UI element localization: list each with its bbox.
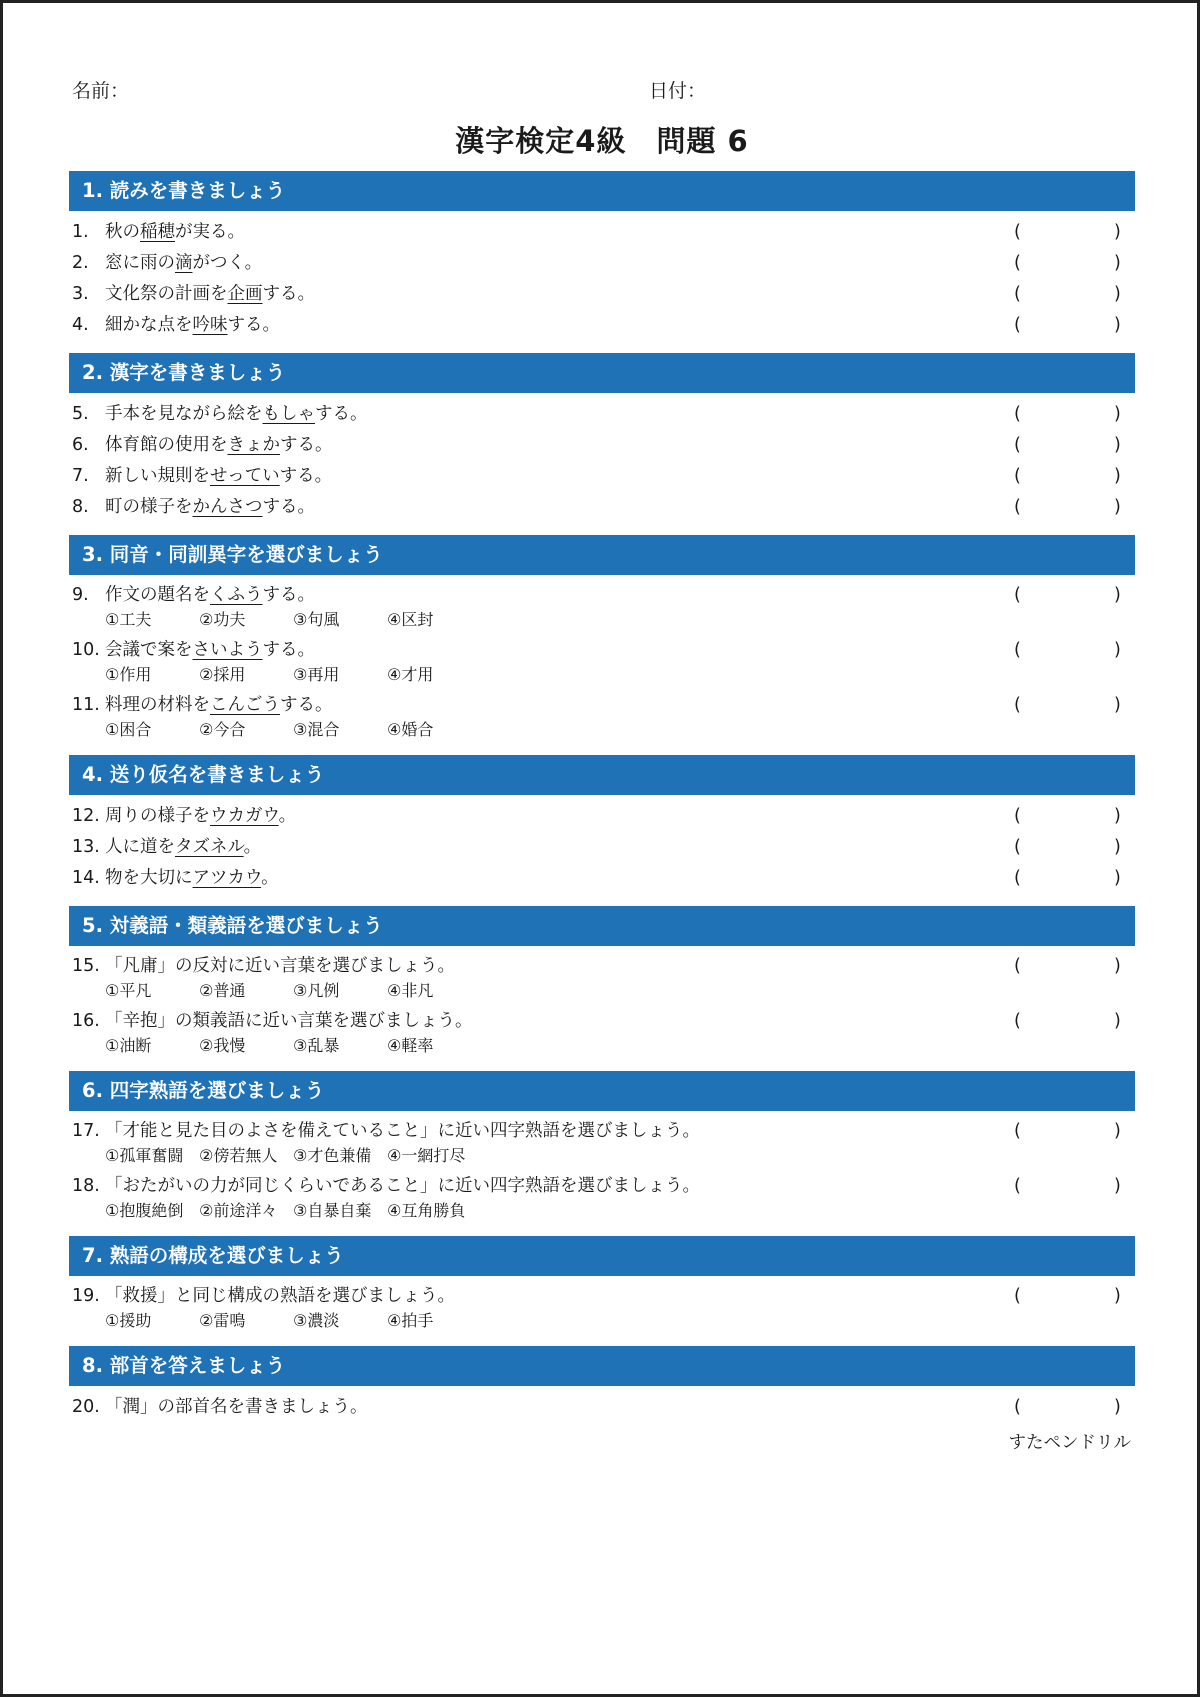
question-text-post: がつく。 bbox=[192, 253, 263, 273]
question-text-post: 。 bbox=[243, 837, 262, 857]
answer-paren-close[interactable]: ) bbox=[1114, 868, 1121, 888]
choice-option: ④才用 bbox=[387, 665, 434, 684]
question-row bbox=[69, 1392, 1135, 1423]
section-header: 1. 読みを書きましょう bbox=[69, 171, 1135, 211]
answer-paren-open[interactable]: ( bbox=[1014, 253, 1021, 273]
answer-paren-close[interactable]: ) bbox=[1114, 640, 1121, 660]
answer-paren-close[interactable]: ) bbox=[1114, 585, 1121, 605]
choice-option: ①孤軍奮闘 bbox=[105, 1146, 184, 1165]
question-row bbox=[69, 1117, 1135, 1145]
question-text-post: する。 bbox=[262, 284, 315, 304]
question-row bbox=[69, 691, 1135, 719]
question-number: 10. bbox=[72, 640, 100, 660]
answer-paren-open[interactable]: ( bbox=[1014, 868, 1021, 888]
underlined-target: 滴 bbox=[175, 253, 193, 273]
question-text-pre: 新しい規則を bbox=[105, 466, 210, 486]
question-number: 12. bbox=[72, 806, 100, 826]
question-text-post: する。 bbox=[315, 404, 368, 424]
question-text-pre: 「潤」の部首名を書きましょう。 bbox=[105, 1397, 368, 1417]
question-number: 15. bbox=[72, 956, 100, 976]
question-row bbox=[69, 952, 1135, 980]
choice-option: ③乱暴 bbox=[293, 1036, 340, 1055]
question-number: 1. bbox=[72, 222, 89, 242]
question-text bbox=[105, 430, 333, 461]
question-text bbox=[105, 801, 296, 832]
question-number: 11. bbox=[72, 695, 100, 715]
question-row bbox=[69, 399, 1135, 430]
answer-paren-open[interactable]: ( bbox=[1014, 315, 1021, 335]
choice-option: ③混合 bbox=[293, 720, 340, 739]
question-text-pre: 人に道を bbox=[105, 837, 175, 857]
question-text-post: する。 bbox=[280, 695, 333, 715]
question-number: 20. bbox=[72, 1397, 100, 1417]
choice-list bbox=[69, 1145, 1135, 1169]
question-row bbox=[69, 217, 1135, 248]
underlined-target: 吟味 bbox=[192, 315, 228, 335]
question-row bbox=[69, 1172, 1135, 1200]
underlined-target: 稲穂 bbox=[140, 222, 175, 242]
question-text-pre: 料理の材料を bbox=[105, 695, 210, 715]
question-text-post: する。 bbox=[262, 640, 315, 660]
question-text-post: 。 bbox=[278, 806, 297, 826]
choice-option: ③濃淡 bbox=[293, 1311, 340, 1330]
question-text bbox=[105, 248, 262, 279]
answer-paren-open[interactable]: ( bbox=[1014, 1011, 1021, 1031]
answer-paren-open[interactable]: ( bbox=[1014, 956, 1021, 976]
section-header: 3. 同音・同訓異字を選びましょう bbox=[69, 535, 1135, 575]
question-number: 14. bbox=[72, 868, 100, 888]
choice-option: ③再用 bbox=[293, 665, 340, 684]
question-row bbox=[69, 1282, 1135, 1310]
question-text bbox=[105, 952, 455, 980]
answer-paren-open[interactable]: ( bbox=[1014, 497, 1021, 517]
question-number: 19. bbox=[72, 1286, 100, 1306]
choice-list bbox=[69, 609, 1135, 633]
answer-paren-close[interactable]: ) bbox=[1114, 1176, 1121, 1196]
section-header: 2. 漢字を書きましょう bbox=[69, 353, 1135, 393]
question-number: 9. bbox=[72, 585, 89, 605]
answer-paren-close[interactable]: ) bbox=[1114, 695, 1121, 715]
question-text bbox=[105, 832, 261, 863]
answer-paren-open[interactable]: ( bbox=[1014, 1121, 1021, 1141]
question-row bbox=[69, 310, 1135, 341]
section-3 bbox=[69, 535, 1135, 743]
question-text-post: 。 bbox=[261, 868, 279, 888]
section-1 bbox=[69, 171, 1135, 341]
question-row bbox=[69, 832, 1135, 863]
underlined-target: こんごう bbox=[210, 695, 280, 715]
question-text bbox=[105, 1172, 700, 1200]
answer-paren-close[interactable]: ) bbox=[1114, 837, 1121, 857]
question-text bbox=[105, 691, 333, 719]
question-number: 13. bbox=[72, 837, 100, 857]
date-label: 日付： bbox=[649, 80, 707, 102]
question-text-pre: 細かな点を bbox=[105, 315, 193, 335]
section-7 bbox=[69, 1236, 1135, 1334]
section-header: 7. 熟語の構成を選びましょう bbox=[69, 1236, 1135, 1276]
choice-option: ①工夫 bbox=[105, 610, 152, 629]
question-number: 2. bbox=[72, 253, 89, 273]
question-text-pre: 体育館の使用を bbox=[105, 435, 228, 455]
underlined-target: くふう bbox=[210, 585, 263, 605]
question-text bbox=[105, 1282, 455, 1310]
question-row bbox=[69, 279, 1135, 310]
choice-option: ①油断 bbox=[105, 1036, 152, 1055]
underlined-target: ウカガウ bbox=[210, 806, 279, 826]
sections-container bbox=[69, 171, 1135, 1435]
question-text-post: する。 bbox=[279, 466, 333, 486]
choice-option: ④一網打尽 bbox=[387, 1146, 466, 1165]
answer-paren-close[interactable]: ) bbox=[1114, 222, 1121, 242]
question-row bbox=[69, 581, 1135, 609]
choice-option: ④区封 bbox=[387, 610, 434, 629]
section-4 bbox=[69, 755, 1135, 894]
answer-paren-open[interactable]: ( bbox=[1014, 435, 1021, 455]
choice-option: ①作用 bbox=[105, 665, 152, 684]
question-number: 8. bbox=[72, 497, 89, 517]
header-row bbox=[69, 3, 1135, 113]
answer-paren-open[interactable]: ( bbox=[1014, 222, 1021, 242]
section-6 bbox=[69, 1071, 1135, 1224]
choice-option: ③自暴自棄 bbox=[293, 1201, 372, 1220]
underlined-target: タズネル bbox=[175, 837, 244, 857]
section-2 bbox=[69, 353, 1135, 523]
choice-option: ②普通 bbox=[199, 981, 246, 1000]
choice-list bbox=[69, 1035, 1135, 1059]
choice-option: ④非凡 bbox=[387, 981, 434, 1000]
question-text-pre: 手本を見ながら絵を bbox=[105, 404, 263, 424]
section-header: 6. 四字熟語を選びましょう bbox=[69, 1071, 1135, 1111]
choice-option: ④拍手 bbox=[387, 1311, 434, 1330]
answer-paren-open[interactable]: ( bbox=[1014, 837, 1021, 857]
worksheet-title: 漢字検定4級 問題 6 bbox=[455, 124, 749, 158]
choice-option: ④互角勝負 bbox=[387, 1201, 466, 1220]
question-text bbox=[105, 217, 245, 248]
answer-paren-open[interactable]: ( bbox=[1014, 1176, 1021, 1196]
question-text-pre: 会議で案を bbox=[105, 640, 193, 660]
question-text-pre: 文化祭の計画を bbox=[105, 284, 228, 304]
choice-option: ②雷鳴 bbox=[199, 1311, 246, 1330]
question-text-pre: 作文の題名を bbox=[105, 585, 210, 605]
question-text-pre: 「才能と見た目のよさを備えていること」に近い四字熟語を選びましょう。 bbox=[105, 1121, 700, 1141]
question-text bbox=[105, 636, 315, 664]
answer-paren-close[interactable]: ) bbox=[1114, 1011, 1121, 1031]
question-text bbox=[105, 492, 315, 523]
answer-paren-close[interactable]: ) bbox=[1114, 497, 1121, 517]
answer-paren-close[interactable]: ) bbox=[1114, 435, 1121, 455]
choice-option: ①困合 bbox=[105, 720, 152, 739]
answer-paren-close[interactable]: ) bbox=[1114, 1286, 1121, 1306]
choice-list bbox=[69, 980, 1135, 1004]
choice-option: ②功夫 bbox=[199, 610, 246, 629]
answer-paren-open[interactable]: ( bbox=[1014, 1397, 1021, 1417]
question-text bbox=[105, 279, 315, 310]
underlined-target: もしゃ bbox=[262, 404, 315, 424]
section-5 bbox=[69, 906, 1135, 1059]
choice-option: ③句風 bbox=[293, 610, 340, 629]
question-text-pre: 周りの様子を bbox=[105, 806, 210, 826]
choice-option: ④軽率 bbox=[387, 1036, 434, 1055]
question-text-pre: 窓に雨の bbox=[105, 253, 175, 273]
question-text bbox=[105, 399, 368, 430]
question-number: 6. bbox=[72, 435, 89, 455]
answer-paren-close[interactable]: ) bbox=[1114, 315, 1121, 335]
question-number: 16. bbox=[72, 1011, 100, 1031]
question-text bbox=[105, 581, 315, 609]
choice-list bbox=[69, 1200, 1135, 1224]
question-row bbox=[69, 636, 1135, 664]
choice-list bbox=[69, 719, 1135, 743]
question-row bbox=[69, 430, 1135, 461]
section-header: 5. 対義語・類義語を選びましょう bbox=[69, 906, 1135, 946]
answer-paren-close[interactable]: ) bbox=[1114, 806, 1121, 826]
question-row bbox=[69, 492, 1135, 523]
answer-paren-close[interactable]: ) bbox=[1114, 466, 1121, 486]
question-text-pre: 「おたがいの力が同じくらいであること」に近い四字熟語を選びましょう。 bbox=[105, 1176, 700, 1196]
choice-option: ①抱腹絶倒 bbox=[105, 1201, 184, 1220]
answer-paren-close[interactable]: ) bbox=[1114, 284, 1121, 304]
answer-paren-open[interactable]: ( bbox=[1014, 466, 1021, 486]
question-text-pre: 「凡庸」の反対に近い言葉を選びましょう。 bbox=[105, 956, 455, 976]
answer-paren-close[interactable]: ) bbox=[1114, 1121, 1121, 1141]
question-text bbox=[105, 461, 332, 492]
choice-option: ②採用 bbox=[199, 665, 246, 684]
section-header: 8. 部首を答えましょう bbox=[69, 1346, 1135, 1386]
section-8 bbox=[69, 1346, 1135, 1423]
question-text-post: する。 bbox=[262, 497, 315, 517]
question-text-pre: 町の様子を bbox=[105, 497, 193, 517]
answer-paren-open[interactable]: ( bbox=[1014, 404, 1021, 424]
answer-paren-open[interactable]: ( bbox=[1014, 806, 1021, 826]
choice-list bbox=[69, 1310, 1135, 1334]
question-text-pre: 秋の bbox=[105, 222, 140, 242]
question-row bbox=[69, 461, 1135, 492]
question-row bbox=[69, 248, 1135, 279]
choice-option: ②傍若無人 bbox=[199, 1146, 278, 1165]
question-row bbox=[69, 801, 1135, 832]
choice-option: ②我慢 bbox=[199, 1036, 246, 1055]
name-label: 名前： bbox=[72, 80, 130, 102]
question-text bbox=[105, 863, 279, 894]
question-text-pre: 物を大切に bbox=[105, 868, 193, 888]
question-row bbox=[69, 863, 1135, 894]
choice-option: ③凡例 bbox=[293, 981, 340, 1000]
underlined-target: かんさつ bbox=[192, 497, 263, 517]
question-number: 7. bbox=[72, 466, 89, 486]
question-number: 17. bbox=[72, 1121, 100, 1141]
question-text bbox=[105, 1007, 473, 1035]
answer-paren-open[interactable]: ( bbox=[1014, 695, 1021, 715]
choice-option: ②今合 bbox=[199, 720, 246, 739]
underlined-target: きょか bbox=[227, 435, 280, 455]
question-text-pre: 「辛抱」の類義語に近い言葉を選びましょう。 bbox=[105, 1011, 473, 1031]
answer-paren-open[interactable]: ( bbox=[1014, 585, 1021, 605]
choice-option: ①平凡 bbox=[105, 981, 152, 1000]
question-text-post: する。 bbox=[280, 435, 333, 455]
underlined-target: 企画 bbox=[227, 284, 263, 304]
choice-option: ③才色兼備 bbox=[293, 1146, 372, 1165]
footer-brand: すたペンドリル bbox=[1008, 1433, 1131, 1453]
question-row bbox=[69, 1007, 1135, 1035]
question-number: 4. bbox=[72, 315, 89, 335]
underlined-target: アツカウ bbox=[192, 868, 262, 888]
question-text bbox=[105, 310, 280, 341]
question-text-pre: 「救援」と同じ構成の熟語を選びましょう。 bbox=[105, 1286, 455, 1306]
answer-paren-open[interactable]: ( bbox=[1014, 640, 1021, 660]
choice-option: ②前途洋々 bbox=[199, 1201, 278, 1220]
choice-option: ①援助 bbox=[105, 1311, 152, 1330]
answer-paren-open[interactable]: ( bbox=[1014, 284, 1021, 304]
question-text-post: する。 bbox=[262, 585, 315, 605]
answer-paren-close[interactable]: ) bbox=[1114, 404, 1121, 424]
worksheet-content bbox=[69, 3, 1135, 1417]
question-text bbox=[105, 1392, 368, 1423]
choice-option: ④婚合 bbox=[387, 720, 434, 739]
question-text-post: する。 bbox=[227, 315, 280, 335]
question-number: 5. bbox=[72, 404, 89, 424]
choice-list bbox=[69, 664, 1135, 688]
answer-paren-close[interactable]: ) bbox=[1114, 1397, 1121, 1417]
question-text bbox=[105, 1117, 700, 1145]
question-number: 18. bbox=[72, 1176, 100, 1196]
question-text-post: が実る。 bbox=[175, 222, 245, 242]
answer-paren-close[interactable]: ) bbox=[1114, 253, 1121, 273]
answer-paren-close[interactable]: ) bbox=[1114, 956, 1121, 976]
underlined-target: せってい bbox=[210, 466, 280, 486]
question-number: 3. bbox=[72, 284, 89, 304]
answer-paren-open[interactable]: ( bbox=[1014, 1286, 1021, 1306]
underlined-target: さいよう bbox=[192, 640, 263, 660]
section-header: 4. 送り仮名を書きましょう bbox=[69, 755, 1135, 795]
